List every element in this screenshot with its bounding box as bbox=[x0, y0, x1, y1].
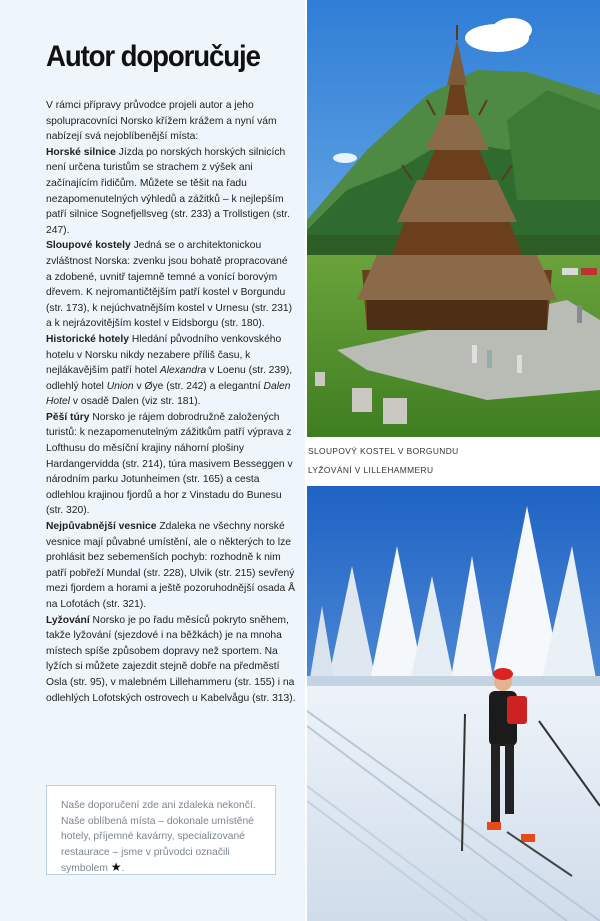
section-heading: Sloupové kostely bbox=[46, 240, 131, 252]
section-text: v osadě Dalen (viz str. 181). bbox=[70, 396, 201, 408]
section-historic-hotels bbox=[46, 332, 296, 410]
section-text: v Øye (str. 242) a elegantní bbox=[133, 380, 264, 392]
section-text: Zdaleka ne všechny norské vesnice mají půvabné umístění, ale o některých to lze prohlásit bez sebemenších pochyb: rozhodně k nim patří pobřeží Mundal (str. 228), Ulvik (str. 215) sevřený mezi fjordem a horami a ještě pozoruhodnější osada Å na Lofotách (str. 321). bbox=[46, 521, 295, 610]
section-hiking bbox=[46, 410, 296, 519]
section-villages bbox=[46, 519, 296, 613]
article-body bbox=[46, 98, 296, 706]
section-skiing bbox=[46, 613, 296, 707]
section-stave-churches bbox=[46, 238, 296, 332]
page-title: Autor doporučuje bbox=[46, 40, 260, 73]
hotel-name: Alexandra bbox=[159, 365, 207, 377]
tip-end: . bbox=[121, 863, 125, 875]
section-heading: Horské silnice bbox=[46, 146, 116, 158]
stave-church-photo bbox=[307, 0, 600, 437]
section-text: Norsko je po řadu měsíců pokryto sněhem, takže lyžování (sjezdové i na běžkách) je na mnoha místech spíše způsobem dopravy než sportem. Na lyžích si můžete zajezdit stejně dobře na předměstí Osla (str. 95), v malebném Lillehammeru (str. 155) i na odlehlých Lofotských ostrovech u Kabelvågu (str. 313). bbox=[46, 614, 296, 704]
section-text: Hledání původního venkovského hotelu v Norsku nikdy nezabere příliš času, k nejlákavějším patří hotel bbox=[46, 333, 282, 377]
section-text: Jedná se o architektonickou zvláštnost Norska: zvenku jsou bohatě propracované a zdobené, uvnitř tajemně temné a vonící borovým dřevem. K nejromantičtějším patří kostel v Borgundu (str. 173), k nejúchvatnějším kostel v Urnesu (str. 231) a k nejrázovitějším kostel v Eidsborgu (str. 180). bbox=[46, 240, 293, 330]
section-heading: Lyžování bbox=[46, 614, 90, 626]
section-text: Norsko je rájem dobrodružně založených turistů: k nezapomenutelným zážitkům patří výprava z Lofthusu do měsíční krajiny náhorní plošiny Hardangervidda (str. 214), túra masivem Besseggen v národním parku Jotunheimen (str. 165) a cesta odlehlou krajinou fjordů a hor z Vinstadu do Bunesu (str. 320). bbox=[46, 411, 293, 517]
skiing-photo bbox=[307, 486, 600, 921]
section-text: Jízda po norských horských silnicích není určena turistům se strachem z výšek ani začínajícím řidičům. Můžete se těšit na řadu nezapomenutelných výhledů a zážitků – k nejlepším patří silnice Sognefjellsveg (str. 233) a Trollstigen (str. 247). bbox=[46, 146, 290, 236]
tip-text: Naše doporučení zde ani zdaleka nekončí. Naše oblíbená místa – dokonale umístěné hotely, příjemné kavárny, specializované restaurace – jsme v průvodci označili symbolem bbox=[61, 800, 256, 875]
section-heading: Historické hotely bbox=[46, 333, 129, 345]
hotel-name: Dalen Hotel bbox=[46, 380, 291, 408]
star-icon: ★ bbox=[110, 860, 122, 875]
photo-caption-church: SLOUPOVÝ KOSTEL V BORGUNDU bbox=[308, 446, 459, 456]
hotel-name: Union bbox=[106, 380, 134, 392]
tip-box bbox=[46, 785, 276, 875]
section-text: v Loenu (str. 239), odlehlý hotel bbox=[46, 365, 293, 392]
section-heading: Nejpůvabnější vesnice bbox=[46, 521, 157, 533]
section-mountain-roads bbox=[46, 145, 296, 239]
section-heading: Pěší túry bbox=[46, 411, 90, 423]
intro-paragraph: V rámci přípravy průvodce projeli autor a jeho spolupracovníci Norsko křížem krážem a nyní vám nabízejí svá nejoblíbenější místa: bbox=[46, 100, 277, 143]
photo-caption-skiing: LYŽOVÁNÍ V LILLEHAMMERU bbox=[308, 465, 434, 475]
